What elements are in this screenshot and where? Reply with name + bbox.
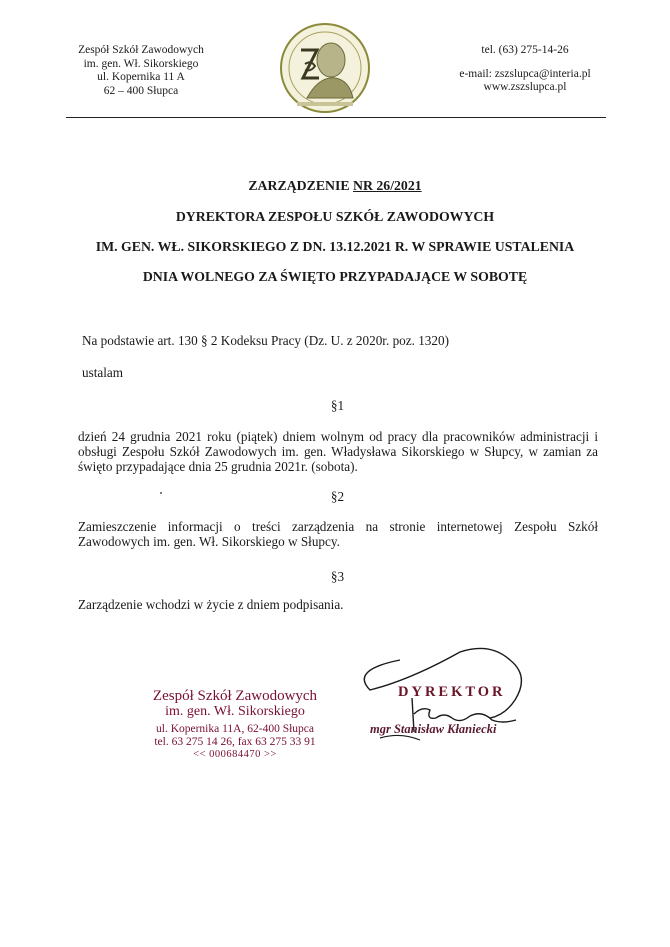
contact-block (440, 44, 610, 95)
section-text-3: Zarządzenie wchodzi w życie z dniem podpisania. (78, 597, 344, 612)
stamp-line-2: im. gen. Wł. Sikorskiego (165, 704, 305, 719)
title-line-3: IM. GEN. WŁ. SIKORSKIEGO Z DN. 13.12.2021 R. W SPRAWIE USTALENIA (95, 239, 575, 254)
section-text-1: dzień 24 grudnia 2021 roku (piątek) dniem wolnym od pracy dla pracowników administracji i obsługi Zespołu Szkół Zawodowych im. gen. Władysława Sikorskiego w Słupcy, w zamian za święto przypadające dnia 25 grudnia 2021r. (sobota). (78, 429, 598, 474)
legal-basis: Na podstawie art. 130 § 2 Kodeksu Pracy (Dz. U. z 2020r. poz. 1320) (82, 333, 449, 348)
school-emblem-logo (277, 20, 373, 116)
document-title (30, 178, 640, 194)
document-number: NR 26/2021 (353, 178, 422, 193)
school-patron: im. gen. Wł. Sikorskiego (83, 57, 199, 70)
stamp-line-4: tel. 63 275 14 26, fax 63 275 33 91 (154, 736, 316, 748)
section-mark-3: §3 (330, 569, 345, 584)
email-address: e-mail: zszslupca@interia.pl (459, 67, 591, 80)
scan-dot (160, 492, 162, 494)
school-city: 62 – 400 Słupca (103, 84, 179, 97)
title-line-2: DYREKTORA ZESPOŁU SZKÓŁ ZAWODOWYCH (175, 209, 495, 224)
decision-word: ustalam (82, 365, 124, 380)
school-stamp (120, 688, 350, 761)
school-address-block (66, 44, 216, 98)
stamp-line-5: << 000684470 >> (193, 749, 277, 760)
phone-number: tel. (63) 275-14-26 (481, 44, 569, 56)
stamp-line-3: ul. Kopernika 11A, 62-400 Słupca (156, 723, 314, 735)
stamp-line-1: Zespół Szkół Zawodowych (152, 688, 318, 704)
school-name: Zespół Szkół Zawodowych (78, 44, 204, 56)
director-title: DYREKTOR (398, 684, 506, 700)
title-prefix: ZARZĄDZENIE (248, 178, 354, 193)
school-street: ul. Kopernika 11 A (97, 71, 185, 83)
director-name: mgr Stanisław Kłaniecki (370, 722, 497, 736)
header-divider (66, 117, 606, 118)
section-mark-1: §1 (330, 398, 345, 413)
website-address: www.zszslupca.pl (483, 81, 567, 93)
title-line-4: DNIA WOLNEGO ZA ŚWIĘTO PRZYPADAJĄCE W SOBOTĘ (142, 269, 528, 284)
section-mark-2: §2 (330, 489, 345, 504)
section-text-2: Zamieszczenie informacji o treści zarządzenia na stronie internetowej Zespołu Szkół Zawodowych im. gen. Wł. Sikorskiego w Słupcy. (78, 519, 598, 549)
